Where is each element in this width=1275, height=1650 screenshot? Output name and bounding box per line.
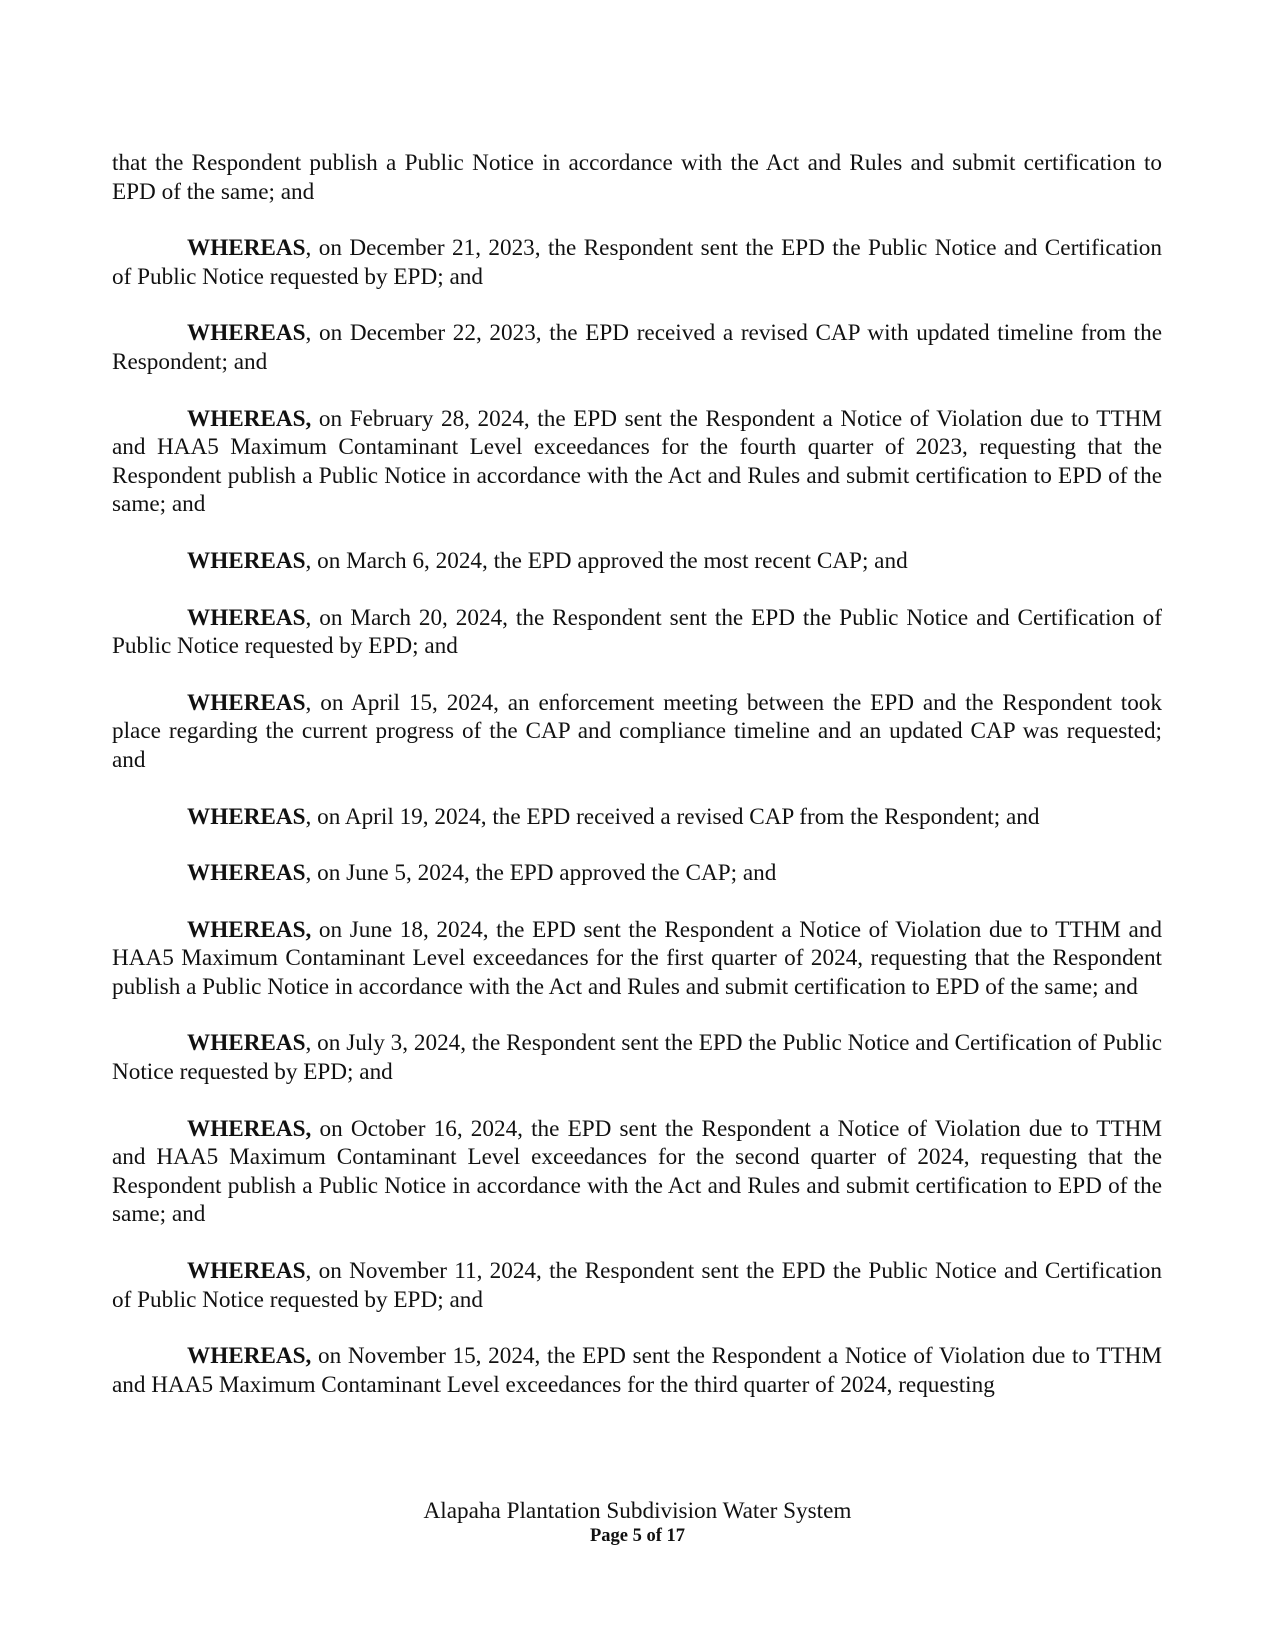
whereas-keyword: WHEREAS — [187, 803, 306, 830]
whereas-keyword: WHEREAS — [187, 547, 306, 574]
paragraph-text: , on July 3, 2024, the Respondent sent the EPD the Public Notice and Certification of Public Notice requested by EPD; and — [112, 1030, 1162, 1086]
paragraph-continuation — [112, 149, 1162, 206]
paragraph-text: that the Respondent publish a Public Notice in accordance with the Act and Rules and submit certification to EPD of the same; and — [112, 150, 1162, 205]
paragraph-text: , on April 19, 2024, the EPD received a revised CAP from the Respondent; and — [305, 803, 1040, 830]
whereas-keyword: WHEREAS, — [187, 1343, 312, 1370]
whereas-paragraph — [112, 1029, 1162, 1086]
whereas-paragraph — [112, 405, 1162, 519]
paragraph-text: , on March 20, 2024, the Respondent sent the EPD the Public Notice and Certification of Public Notice requested by EPD; and — [112, 604, 1162, 660]
paragraph-text: on June 18, 2024, the EPD sent the Respondent a Notice of Violation due to TTHM and HAA5 Maximum Contaminant Level exceedances for the first quarter of 2024, requesting that the Respondent publish a Public Notice in accordance with the Act and Rules and submit certification to EPD of the same; and — [112, 916, 1162, 1000]
whereas-keyword: WHEREAS — [187, 320, 306, 347]
paragraph-text: , on April 15, 2024, an enforcement meeting between the EPD and the Respondent took place regarding the current progress of the CAP and compliance timeline and an updated CAP was requested; and — [112, 689, 1162, 773]
whereas-keyword: WHEREAS — [187, 860, 306, 887]
whereas-paragraph — [112, 689, 1162, 775]
whereas-paragraph — [112, 1342, 1162, 1399]
whereas-paragraph — [112, 916, 1162, 1002]
whereas-paragraph — [112, 547, 1162, 576]
whereas-keyword: WHEREAS — [187, 1258, 306, 1285]
whereas-keyword: WHEREAS, — [187, 405, 312, 432]
paragraph-text: on November 15, 2024, the EPD sent the Respondent a Notice of Violation due to TTHM and HAA5 Maximum Contaminant Level exceedances for the third quarter of 2024, requesting — [112, 1343, 1162, 1398]
paragraph-text: on October 16, 2024, the EPD sent the Respondent a Notice of Violation due to TTHM and HAA5 Maximum Contaminant Level exceedances for the second quarter of 2024, requesting that the Respondent publish a Public Notice in accordance with the Act and Rules and submit certification to EPD of the same; and — [112, 1115, 1162, 1228]
whereas-paragraph — [112, 859, 1162, 888]
paragraph-text: on February 28, 2024, the EPD sent the Respondent a Notice of Violation due to TTHM and HAA5 Maximum Contaminant Level exceedances for the fourth quarter of 2023, requesting that the Respondent publish a Public Notice in accordance with the Act and Rules and submit certification to EPD of the same; and — [112, 405, 1162, 518]
whereas-keyword: WHEREAS — [187, 604, 306, 631]
paragraph-text: , on December 22, 2023, the EPD received a revised CAP with updated timeline from the Respondent; and — [112, 320, 1162, 375]
paragraph-text: , on March 6, 2024, the EPD approved the most recent CAP; and — [305, 547, 908, 574]
whereas-keyword: WHEREAS, — [187, 916, 312, 943]
whereas-keyword: WHEREAS — [187, 689, 306, 716]
page-footer — [0, 1497, 1275, 1547]
whereas-keyword: WHEREAS — [187, 235, 306, 262]
whereas-paragraph — [112, 604, 1162, 661]
paragraph-text: , on June 5, 2024, the EPD approved the CAP; and — [305, 860, 777, 887]
whereas-paragraph — [112, 1257, 1162, 1314]
document-body — [112, 149, 1162, 1399]
footer-title: Alapaha Plantation Subdivision Water System — [423, 1498, 852, 1524]
paragraph-text: , on November 11, 2024, the Respondent sent the EPD the Public Notice and Certification of Public Notice requested by EPD; and — [112, 1258, 1162, 1313]
page-number: Page 5 of 17 — [589, 1526, 686, 1546]
whereas-keyword: WHEREAS — [187, 1030, 306, 1057]
whereas-paragraph — [112, 319, 1162, 376]
paragraph-text: , on December 21, 2023, the Respondent sent the EPD the Public Notice and Certification of Public Notice requested by EPD; and — [112, 235, 1162, 290]
whereas-paragraph — [112, 1115, 1162, 1229]
whereas-keyword: WHEREAS, — [187, 1115, 312, 1142]
whereas-paragraph — [112, 803, 1162, 832]
whereas-paragraph — [112, 234, 1162, 291]
